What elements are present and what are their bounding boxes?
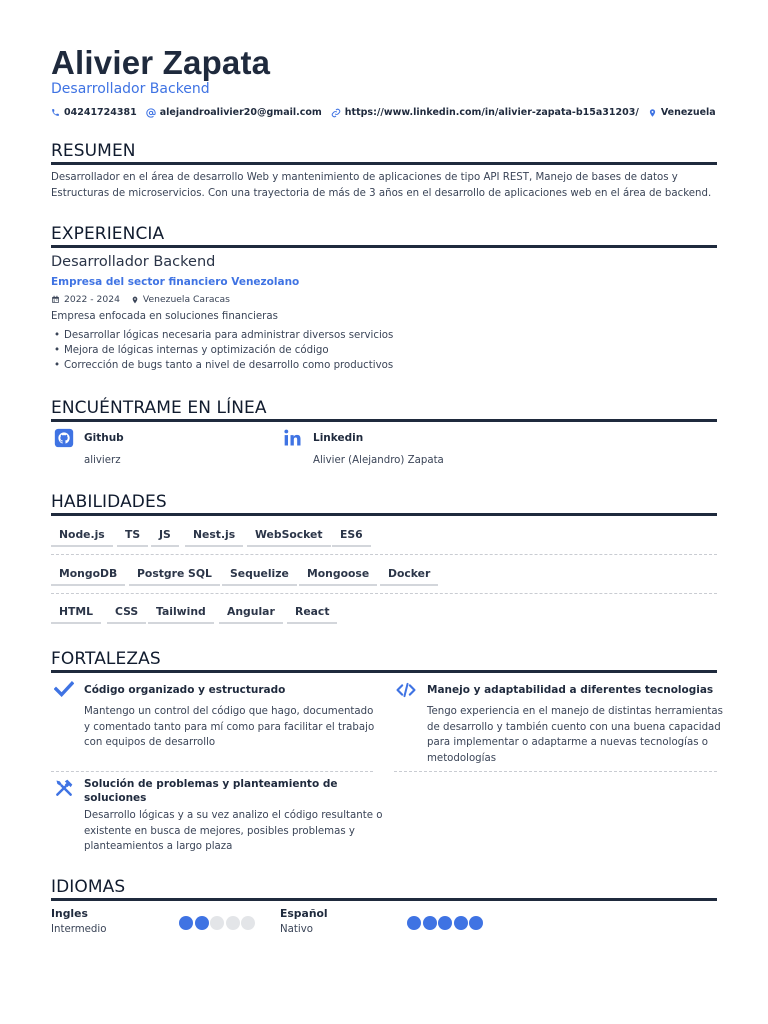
location-pin-icon	[648, 108, 657, 118]
github-label: Github	[84, 432, 124, 444]
skill-tag: TS	[117, 525, 148, 547]
rating-dot-filled	[195, 916, 209, 930]
company-name: Empresa del sector financiero Venezolano	[51, 276, 300, 288]
phone-text: 04241724381	[64, 107, 137, 118]
skill-tag: WebSocket	[247, 525, 331, 547]
rating-dot-filled	[469, 916, 483, 930]
contact-linkedin[interactable]	[331, 107, 639, 118]
summary-text: Desarrollador en el área de desarrollo Web y mantenimiento de aplicaciones de tipo API REST, Manejo de bases de datos y Estructuras de microservicios. Con una trayectoria de más de 3 años en el desarrollo de aplicaciones web en el área de backend.	[51, 172, 712, 199]
section-title-strengths: FORTALEZAS	[51, 649, 161, 669]
location-text: Venezuela	[660, 107, 716, 118]
skill-tag: Angular	[219, 602, 283, 624]
strength-title-line: Solución de problemas y planteamiento de	[84, 778, 338, 790]
language-name: Ingles	[51, 907, 88, 920]
job-description: Empresa enfocada en soluciones financieras	[51, 311, 278, 322]
strength-description	[427, 704, 727, 766]
skill-tag: ES6	[332, 525, 371, 547]
linkedin-label: Linkedin	[313, 432, 364, 444]
calendar-icon	[51, 295, 60, 304]
section-divider	[51, 513, 717, 516]
skill-tag: CSS	[107, 602, 146, 624]
code-icon	[396, 682, 416, 698]
strength-title	[84, 777, 364, 805]
section-divider	[51, 898, 717, 901]
language-rating	[179, 916, 257, 930]
skill-tag: React	[287, 602, 337, 624]
link-icon	[331, 108, 341, 118]
linkedin-url-text: https://www.linkedin.com/in/alivier-zapata-b15a31203/	[344, 107, 639, 118]
section-title-summary: RESUMEN	[51, 141, 136, 161]
list-item: • Desarrollar lógicas necesaria para administrar diversos servicios	[51, 328, 393, 343]
section-title-experience: EXPERIENCIA	[51, 224, 165, 244]
candidate-name: Alivier Zapata	[51, 44, 271, 81]
skill-tag: Nest.js	[185, 525, 243, 547]
rating-dot-empty	[241, 916, 255, 930]
social-linkedin[interactable]	[283, 428, 363, 448]
skill-tag: Postgre SQL	[129, 564, 220, 586]
linkedin-handle[interactable]: Alivier (Alejandro) Zapata	[313, 455, 444, 466]
strength-title: Manejo y adaptabilidad a diferentes tecnologias	[427, 684, 714, 696]
rating-dot-empty	[226, 916, 240, 930]
language-level: Nativo	[280, 924, 313, 935]
strength-line: para implementar o adaptarme a nuevas tecnologías o	[427, 737, 708, 748]
section-divider	[51, 670, 717, 673]
job-location-text: Venezuela Caracas	[142, 294, 230, 305]
section-divider	[51, 245, 717, 248]
skill-tag: Docker	[380, 564, 438, 586]
check-icon	[54, 681, 74, 697]
linkedin-icon	[283, 428, 303, 448]
skill-tag: Sequelize	[222, 564, 297, 586]
skill-row	[51, 525, 717, 555]
strength-divider	[51, 771, 373, 772]
email-text: alejandroalivier20@gmail.com	[159, 107, 322, 118]
skill-tag: MongoDB	[51, 564, 125, 586]
phone-icon	[51, 108, 60, 117]
section-title-skills: HABILIDADES	[51, 492, 167, 512]
rating-dot-filled	[423, 916, 437, 930]
strength-line: Mantengo un control del código que hago, documentado	[84, 706, 374, 717]
skill-row	[51, 564, 717, 594]
contact-phone[interactable]	[51, 107, 137, 118]
contact-location	[648, 107, 716, 118]
job-bullets	[51, 328, 393, 373]
strength-line: de desarrollo y también cuento con una buena capacidad	[427, 721, 721, 733]
list-item: • Corrección de bugs tanto a nivel de desarrollo como productivos	[51, 358, 393, 373]
skill-tag: Node.js	[51, 525, 113, 547]
strength-line: Tengo experiencia en el manejo de distintas herramientas	[427, 706, 723, 717]
at-icon	[146, 108, 156, 118]
language-level: Intermedio	[51, 924, 107, 935]
strength-line: y comentado tanto para mí como para facilitar el trabajo	[84, 721, 375, 733]
rating-dot-filled	[179, 916, 193, 930]
contact-email[interactable]	[146, 107, 322, 118]
strength-line: Desarrollo lógicas y a su vez analizo el código resultante o	[84, 810, 383, 821]
social-github[interactable]	[54, 428, 124, 448]
list-item: • Mejora de lógicas internas y optimización de código	[51, 343, 393, 358]
github-handle[interactable]: alivierz	[84, 455, 121, 466]
skill-tag: HTML	[51, 602, 101, 624]
github-icon	[54, 428, 74, 448]
location-pin-icon	[131, 295, 139, 305]
strength-title-line: soluciones	[84, 792, 147, 804]
strength-line: planteamientos a largo plaza	[84, 841, 233, 852]
language-name: Español	[280, 907, 328, 920]
candidate-role: Desarrollador Backend	[51, 81, 210, 97]
contact-bar	[51, 107, 725, 118]
job-dates	[51, 294, 120, 305]
strength-description	[84, 704, 384, 751]
strength-divider	[394, 771, 717, 772]
skill-row	[51, 602, 717, 632]
rating-dot-filled	[438, 916, 452, 930]
strength-line: existente en busca de mejores, posibles problemas y	[84, 825, 355, 837]
tools-icon	[54, 778, 74, 798]
job-dates-text: 2022 - 2024	[64, 294, 120, 305]
job-title: Desarrollador Backend	[51, 254, 216, 270]
strength-line: metodologías	[427, 752, 497, 764]
skill-tag: Mongoose	[299, 564, 377, 586]
strength-title: Código organizado y estructurado	[84, 684, 286, 696]
section-divider	[51, 162, 717, 165]
strength-description	[84, 808, 404, 855]
section-title-online: ENCUÉNTRAME EN LÍNEA	[51, 398, 267, 418]
rating-dot-filled	[407, 916, 421, 930]
section-title-languages: IDIOMAS	[51, 877, 126, 897]
job-meta	[51, 294, 241, 305]
language-rating	[407, 916, 485, 930]
strength-line: con equipos de desarrollo	[84, 737, 216, 748]
rating-dot-filled	[454, 916, 468, 930]
skill-tag: JS	[151, 525, 179, 547]
rating-dot-empty	[210, 916, 224, 930]
section-divider	[51, 419, 717, 422]
skill-tag: Tailwind	[148, 602, 214, 624]
job-location	[131, 294, 230, 305]
